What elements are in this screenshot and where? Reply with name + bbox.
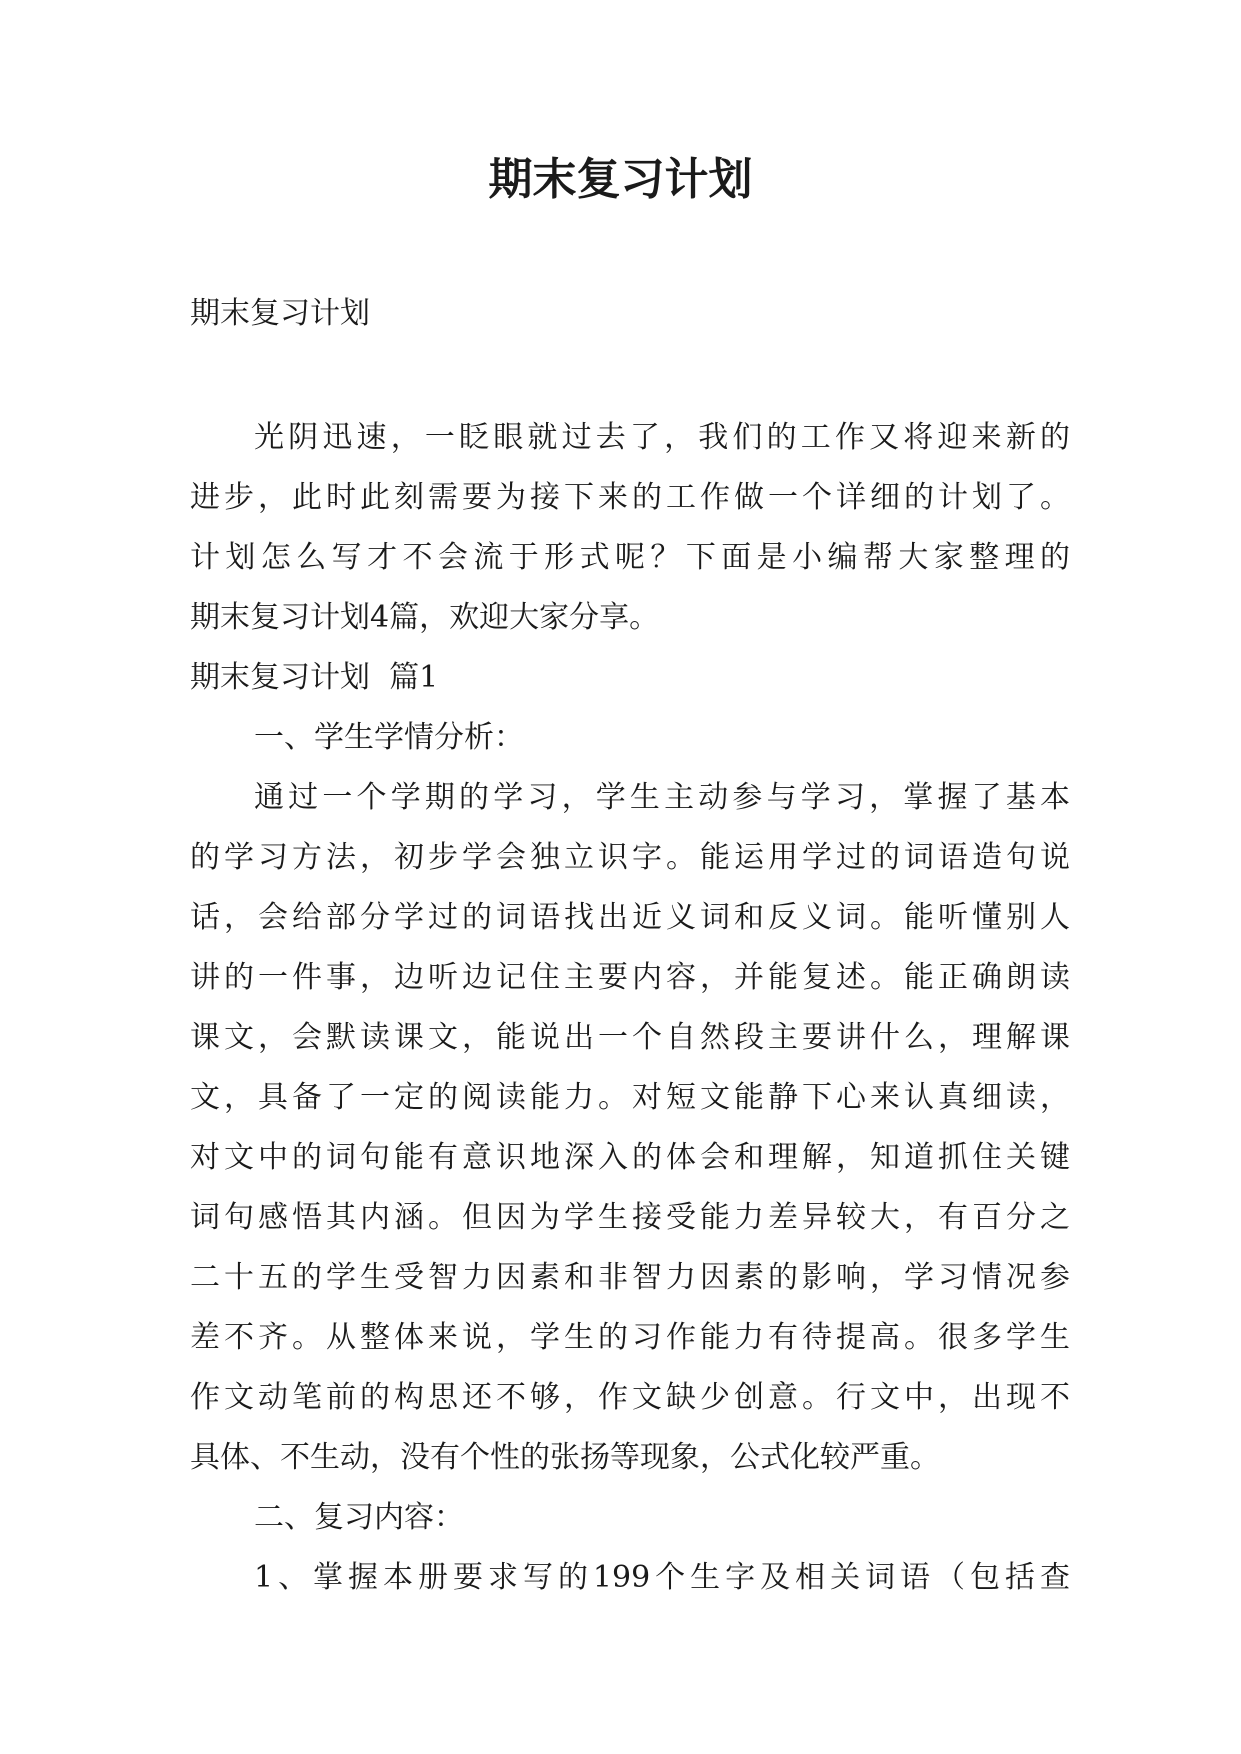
paragraph-line: 对文中的词句能有意识地深入的体会和理解，知道抓住关键 (190, 1140, 1070, 1175)
subsection-heading: 一、学生学情分析： (254, 720, 524, 755)
paragraph-line: 期末复习计划4篇，欢迎大家分享。 (190, 600, 660, 635)
document-title: 期末复习计划 (488, 154, 753, 205)
paragraph-line: 词句感悟其内涵。但因为学生接受能力差异较大，有百分之 (190, 1200, 1070, 1235)
paragraph-line: 通过一个学期的学习，学生主动参与学习，掌握了基本 (254, 780, 1070, 815)
paragraph-line: 1、掌握本册要求写的199个生字及相关词语（包括查 (254, 1560, 1070, 1595)
paragraph-line: 具体、不生动，没有个性的张扬等现象，公式化较严重。 (190, 1440, 940, 1475)
document-body (190, 408, 1070, 1608)
paragraph-line: 的学习方法，初步学会独立识字。能运用学过的词语造句说 (190, 840, 1070, 875)
paragraph-line: 文，具备了一定的阅读能力。对短文能静下心来认真细读， (190, 1080, 1070, 1115)
paragraph-line: 光阴迅速，一眨眼就过去了，我们的工作又将迎来新的 (254, 420, 1070, 455)
paragraph-line: 讲的一件事，边听边记住主要内容，并能复述。能正确朗读 (190, 960, 1070, 995)
section-heading: 期末复习计划 篇1 (190, 660, 439, 695)
paragraph-line: 课文，会默读课文，能说出一个自然段主要讲什么，理解课 (190, 1020, 1070, 1055)
document-subtitle: 期末复习计划 (190, 296, 370, 331)
paragraph-line: 差不齐。从整体来说，学生的习作能力有待提高。很多学生 (190, 1320, 1070, 1355)
paragraph-line: 话，会给部分学过的词语找出近义词和反义词。能听懂别人 (190, 900, 1070, 935)
paragraph-line: 二十五的学生受智力因素和非智力因素的影响，学习情况参 (190, 1260, 1070, 1295)
paragraph-line: 作文动笔前的构思还不够，作文缺少创意。行文中，出现不 (190, 1380, 1070, 1415)
subsection-heading: 二、复习内容： (254, 1500, 464, 1535)
paragraph-line: 进步，此时此刻需要为接下来的工作做一个详细的计划了。 (190, 480, 1070, 515)
paragraph-line: 计划怎么写才不会流于形式呢？下面是小编帮大家整理的 (190, 540, 1070, 575)
